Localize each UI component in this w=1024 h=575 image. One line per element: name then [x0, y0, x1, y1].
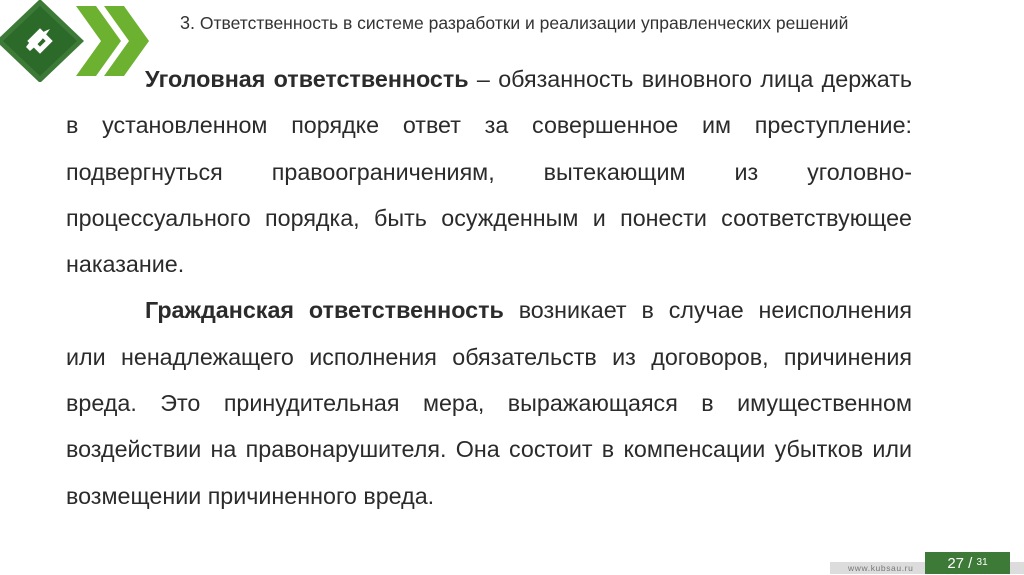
section-number: 3. — [180, 13, 196, 33]
page-current: 27 — [947, 555, 965, 572]
paragraph-criminal-liability — [66, 56, 912, 287]
section-title: Ответственность в системе разработки и реализации управленческих решений — [199, 13, 849, 33]
definition-civil-liability: возникает в случае неисполнения или ненадлежащего исполнения обязательств из договоров, причинения вреда. Это принудительная мера, выражающаяся в имущественном воздействии на правонарушителя. Она состоит в компенсации убытков или возмещении причиненного вреда. — [66, 297, 912, 509]
page-number-badge — [925, 552, 1010, 574]
term-criminal-liability: Уголовная ответственность — [145, 66, 469, 92]
slide-body — [66, 56, 912, 519]
footer-url: www.kubsau.ru — [848, 563, 914, 573]
definition-criminal-liability: – обязанность виновного лица держать в установленном порядке ответ за совершенное им преступление: подвергнуться правоограничениям, вытекающим из уголовно-процессуального порядка, быть осужденным и понести соответствующее наказание. — [66, 66, 912, 278]
page-separator: / — [964, 555, 977, 572]
paragraph-civil-liability — [66, 287, 912, 518]
term-civil-liability: Гражданская ответственность — [145, 297, 504, 324]
page-total: 31 — [976, 557, 988, 568]
slide-title — [180, 12, 1010, 34]
